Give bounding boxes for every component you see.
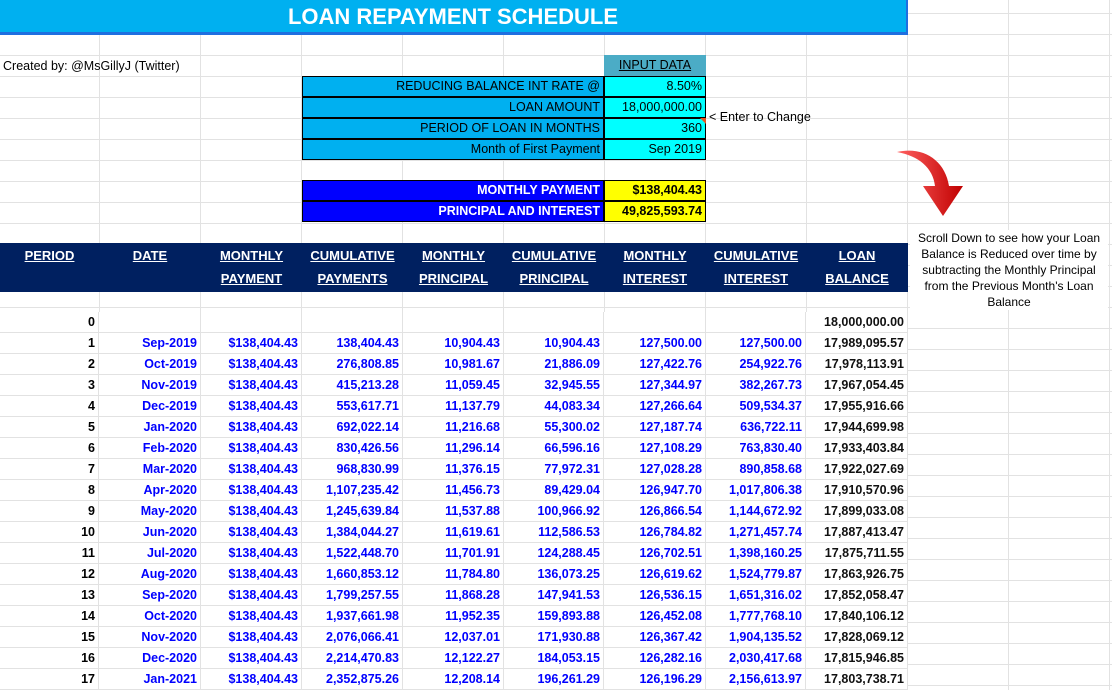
table-row xyxy=(0,333,908,354)
cell-col-9[interactable]: 17,978,113.91 xyxy=(806,354,908,375)
cell-col-8[interactable]: 254,922.76 xyxy=(706,354,806,375)
table-row xyxy=(0,312,908,333)
cell-col-8[interactable]: 2,156,613.97 xyxy=(706,669,806,690)
cell-col-5[interactable]: 11,059.45 xyxy=(403,375,504,396)
cell-col-3[interactable]: $138,404.43 xyxy=(201,354,302,375)
cell-col-7[interactable]: 126,947.70 xyxy=(604,480,706,501)
cell-col-6[interactable]: 171,930.88 xyxy=(504,627,604,648)
cell-col-1[interactable]: 1 xyxy=(0,333,99,354)
cell-col-6[interactable]: 147,941.53 xyxy=(504,585,604,606)
cell-col-2[interactable]: Sep-2019 xyxy=(99,333,201,354)
cell-col-6[interactable]: 136,073.25 xyxy=(504,564,604,585)
cell-col-5[interactable]: 11,784.80 xyxy=(403,564,504,585)
cell-col-4[interactable] xyxy=(302,312,403,333)
cell-col-4[interactable]: 2,352,875.26 xyxy=(302,669,403,690)
cell-col-8[interactable]: 1,904,135.52 xyxy=(706,627,806,648)
cell-col-1[interactable]: 17 xyxy=(0,669,99,690)
cell-col-4[interactable]: 138,404.43 xyxy=(302,333,403,354)
cell-col-7[interactable]: 126,282.16 xyxy=(604,648,706,669)
cell-col-6[interactable]: 124,288.45 xyxy=(504,543,604,564)
input-data-header: INPUT DATA xyxy=(604,55,706,76)
cell-col-4[interactable]: 1,522,448.70 xyxy=(302,543,403,564)
cell-col-9[interactable]: 17,967,054.45 xyxy=(806,375,908,396)
cell-col-3[interactable]: $138,404.43 xyxy=(201,543,302,564)
cell-col-7[interactable]: 126,619.62 xyxy=(604,564,706,585)
cell-col-9[interactable]: 17,828,069.12 xyxy=(806,627,908,648)
cell-col-6[interactable]: 77,972.31 xyxy=(504,459,604,480)
column-header-3-line-2: PAYMENT xyxy=(220,271,283,286)
cell-col-2[interactable]: Oct-2019 xyxy=(99,354,201,375)
cell-col-3[interactable]: $138,404.43 xyxy=(201,564,302,585)
cell-col-5[interactable]: 11,376.15 xyxy=(403,459,504,480)
cell-col-2[interactable]: Sep-2020 xyxy=(99,585,201,606)
cell-col-6[interactable]: 112,586.53 xyxy=(504,522,604,543)
cell-col-9[interactable]: 17,910,570.96 xyxy=(806,480,908,501)
cell-col-9[interactable]: 17,840,106.12 xyxy=(806,606,908,627)
cell-col-9[interactable]: 17,899,033.08 xyxy=(806,501,908,522)
cell-col-7[interactable] xyxy=(604,312,706,333)
cell-col-5[interactable]: 11,537.88 xyxy=(403,501,504,522)
cell-col-9[interactable]: 17,933,403.84 xyxy=(806,438,908,459)
cell-col-9[interactable]: 17,944,699.98 xyxy=(806,417,908,438)
red-arrow-down-icon xyxy=(893,146,969,218)
column-header-2-line-1: DATE xyxy=(132,248,168,263)
cell-col-7[interactable]: 127,500.00 xyxy=(604,333,706,354)
cell-col-5[interactable]: 11,868.28 xyxy=(403,585,504,606)
cell-col-8[interactable]: 1,777,768.10 xyxy=(706,606,806,627)
cell-col-1[interactable]: 11 xyxy=(0,543,99,564)
cell-col-4[interactable]: 1,245,639.84 xyxy=(302,501,403,522)
cell-col-8[interactable]: 763,830.40 xyxy=(706,438,806,459)
cell-col-3[interactable]: $138,404.43 xyxy=(201,585,302,606)
column-header-6-line-1: CUMULATIVE xyxy=(511,248,597,263)
cell-col-8[interactable]: 1,271,457.74 xyxy=(706,522,806,543)
table-row xyxy=(0,627,908,648)
cell-col-7[interactable]: 126,452.08 xyxy=(604,606,706,627)
cell-col-7[interactable]: 126,866.54 xyxy=(604,501,706,522)
cell-col-4[interactable]: 1,384,044.27 xyxy=(302,522,403,543)
cell-col-3[interactable]: $138,404.43 xyxy=(201,627,302,648)
cell-col-2[interactable]: Dec-2020 xyxy=(99,648,201,669)
cell-col-5[interactable]: 11,619.61 xyxy=(403,522,504,543)
cell-col-5[interactable]: 10,981.67 xyxy=(403,354,504,375)
schedule-header xyxy=(0,243,908,292)
cell-col-8[interactable]: 1,524,779.87 xyxy=(706,564,806,585)
cell-col-3[interactable]: $138,404.43 xyxy=(201,459,302,480)
cell-col-1[interactable]: 10 xyxy=(0,522,99,543)
cell-col-8[interactable]: 1,651,316.02 xyxy=(706,585,806,606)
table-row xyxy=(0,417,908,438)
cell-col-9[interactable]: 17,989,095.57 xyxy=(806,333,908,354)
cell-col-3[interactable]: $138,404.43 xyxy=(201,480,302,501)
interest-rate-label: REDUCING BALANCE INT RATE @ xyxy=(302,76,604,97)
cell-col-5[interactable]: 11,296.14 xyxy=(403,438,504,459)
cell-col-5[interactable]: 10,904.43 xyxy=(403,333,504,354)
table-row xyxy=(0,480,908,501)
cell-col-7[interactable]: 126,784.82 xyxy=(604,522,706,543)
cell-col-3[interactable]: $138,404.43 xyxy=(201,375,302,396)
scroll-down-note: Scroll Down to see how your Loan Balance is Reduced over time by subtracting the Monthly Principal from the Previous Month's Loan Balance xyxy=(910,230,1108,310)
cell-col-1[interactable]: 0 xyxy=(0,312,99,333)
cell-col-1[interactable]: 2 xyxy=(0,354,99,375)
cell-col-2[interactable]: Nov-2019 xyxy=(99,375,201,396)
cell-col-5[interactable]: 11,216.68 xyxy=(403,417,504,438)
column-header-8-line-1: CUMULATIVE xyxy=(713,248,799,263)
cell-col-2[interactable]: Apr-2020 xyxy=(99,480,201,501)
cell-col-3[interactable]: $138,404.43 xyxy=(201,669,302,690)
table-row xyxy=(0,354,908,375)
cell-col-7[interactable]: 127,344.97 xyxy=(604,375,706,396)
cell-col-6[interactable]: 21,886.09 xyxy=(504,354,604,375)
cell-col-8[interactable]: 890,858.68 xyxy=(706,459,806,480)
cell-col-9[interactable]: 17,955,916.66 xyxy=(806,396,908,417)
cell-col-2[interactable]: Mar-2020 xyxy=(99,459,201,480)
monthly-payment-value[interactable]: $138,404.43 xyxy=(604,180,706,201)
cell-col-8[interactable]: 1,144,672.92 xyxy=(706,501,806,522)
cell-col-1[interactable]: 4 xyxy=(0,396,99,417)
cell-col-2[interactable]: May-2020 xyxy=(99,501,201,522)
cell-col-9[interactable]: 17,863,926.75 xyxy=(806,564,908,585)
cell-col-5[interactable]: 12,122.27 xyxy=(403,648,504,669)
loan-period-label: PERIOD OF LOAN IN MONTHS xyxy=(302,118,604,139)
column-header-5-line-1: MONTHLY xyxy=(421,248,486,263)
column-header-1-line-1: PERIOD xyxy=(24,248,75,263)
monthly-payment-label: MONTHLY PAYMENT xyxy=(302,180,604,201)
column-header-4-line-2: PAYMENTS xyxy=(317,271,388,286)
table-row xyxy=(0,606,908,627)
cell-col-7[interactable]: 127,028.28 xyxy=(604,459,706,480)
cell-col-1[interactable]: 6 xyxy=(0,438,99,459)
cell-col-5[interactable]: 11,137.79 xyxy=(403,396,504,417)
cell-col-4[interactable]: 276,808.85 xyxy=(302,354,403,375)
cell-col-8[interactable]: 2,030,417.68 xyxy=(706,648,806,669)
cell-col-2[interactable]: Feb-2020 xyxy=(99,438,201,459)
table-row xyxy=(0,501,908,522)
table-row xyxy=(0,585,908,606)
cell-col-8[interactable]: 1,017,806.38 xyxy=(706,480,806,501)
cell-col-6[interactable]: 32,945.55 xyxy=(504,375,604,396)
cell-col-5[interactable]: 11,456.73 xyxy=(403,480,504,501)
cell-col-5[interactable]: 11,701.91 xyxy=(403,543,504,564)
cell-col-4[interactable]: 415,213.28 xyxy=(302,375,403,396)
column-header-8-line-2: INTEREST xyxy=(723,271,789,286)
cell-col-1[interactable]: 9 xyxy=(0,501,99,522)
cell-col-6[interactable]: 184,053.15 xyxy=(504,648,604,669)
cell-col-8[interactable]: 1,398,160.25 xyxy=(706,543,806,564)
cell-col-1[interactable]: 16 xyxy=(0,648,99,669)
cell-col-6[interactable]: 159,893.88 xyxy=(504,606,604,627)
cell-col-1[interactable]: 3 xyxy=(0,375,99,396)
total-pi-label: PRINCIPAL AND INTEREST xyxy=(302,201,604,222)
cell-col-7[interactable]: 126,367.42 xyxy=(604,627,706,648)
cell-col-8[interactable] xyxy=(706,312,806,333)
cell-col-3[interactable]: $138,404.43 xyxy=(201,648,302,669)
cell-col-4[interactable]: 968,830.99 xyxy=(302,459,403,480)
cell-col-5[interactable]: 12,208.14 xyxy=(403,669,504,690)
cell-col-7[interactable]: 126,702.51 xyxy=(604,543,706,564)
table-row xyxy=(0,459,908,480)
cell-col-4[interactable]: 2,076,066.41 xyxy=(302,627,403,648)
total-pi-value[interactable]: 49,825,593.74 xyxy=(604,201,706,222)
column-header-6-line-2: PRINCIPAL xyxy=(519,271,589,286)
cell-col-7[interactable]: 126,536.15 xyxy=(604,585,706,606)
cell-col-7[interactable]: 126,196.29 xyxy=(604,669,706,690)
cell-col-8[interactable]: 127,500.00 xyxy=(706,333,806,354)
cell-col-8[interactable]: 382,267.73 xyxy=(706,375,806,396)
cell-col-4[interactable]: 553,617.71 xyxy=(302,396,403,417)
first-payment-input[interactable]: Sep 2019 xyxy=(604,139,706,160)
table-row xyxy=(0,375,908,396)
cell-col-6[interactable]: 89,429.04 xyxy=(504,480,604,501)
cell-col-1[interactable]: 13 xyxy=(0,585,99,606)
cell-col-9[interactable]: 17,875,711.55 xyxy=(806,543,908,564)
column-header-4-line-1: CUMULATIVE xyxy=(310,248,395,263)
cell-col-6[interactable]: 44,083.34 xyxy=(504,396,604,417)
cell-col-4[interactable]: 1,937,661.98 xyxy=(302,606,403,627)
cell-col-6[interactable]: 196,261.29 xyxy=(504,669,604,690)
enter-to-change-note: < Enter to Change xyxy=(709,110,811,124)
cell-col-6[interactable]: 55,300.02 xyxy=(504,417,604,438)
interest-rate-input[interactable]: 8.50% xyxy=(604,76,706,97)
cell-col-3[interactable]: $138,404.43 xyxy=(201,606,302,627)
cell-col-3[interactable]: $138,404.43 xyxy=(201,501,302,522)
table-row xyxy=(0,438,908,459)
cell-col-2[interactable]: Dec-2019 xyxy=(99,396,201,417)
cell-col-7[interactable]: 127,422.76 xyxy=(604,354,706,375)
cell-col-8[interactable]: 636,722.11 xyxy=(706,417,806,438)
comment-indicator-icon[interactable] xyxy=(700,118,706,124)
cell-col-9[interactable]: 17,887,413.47 xyxy=(806,522,908,543)
cell-col-9[interactable]: 17,922,027.69 xyxy=(806,459,908,480)
loan-amount-input[interactable]: 18,000,000.00 xyxy=(604,97,706,118)
table-row xyxy=(0,564,908,585)
cell-col-2[interactable]: Aug-2020 xyxy=(99,564,201,585)
cell-col-4[interactable]: 1,799,257.55 xyxy=(302,585,403,606)
cell-col-5[interactable] xyxy=(403,312,504,333)
cell-col-2[interactable]: Nov-2020 xyxy=(99,627,201,648)
cell-col-6[interactable]: 10,904.43 xyxy=(504,333,604,354)
cell-col-3[interactable] xyxy=(201,312,302,333)
cell-col-2[interactable]: Jan-2021 xyxy=(99,669,201,690)
cell-col-3[interactable]: $138,404.43 xyxy=(201,522,302,543)
cell-col-7[interactable]: 127,266.64 xyxy=(604,396,706,417)
cell-col-6[interactable]: 100,966.92 xyxy=(504,501,604,522)
cell-col-4[interactable]: 830,426.56 xyxy=(302,438,403,459)
cell-col-1[interactable]: 14 xyxy=(0,606,99,627)
table-row xyxy=(0,543,908,564)
cell-col-9[interactable]: 17,803,738.71 xyxy=(806,669,908,690)
cell-col-2[interactable]: Oct-2020 xyxy=(99,606,201,627)
cell-col-4[interactable]: 692,022.14 xyxy=(302,417,403,438)
table-row xyxy=(0,648,908,669)
column-header-5-line-2: PRINCIPAL xyxy=(418,271,489,286)
table-row xyxy=(0,396,908,417)
sheet-title: LOAN REPAYMENT SCHEDULE xyxy=(0,0,908,35)
cell-col-9[interactable]: 17,852,058.47 xyxy=(806,585,908,606)
column-header-3-line-1: MONTHLY xyxy=(219,248,284,263)
column-header-7-line-2: INTEREST xyxy=(622,271,688,286)
cell-col-2[interactable]: Jul-2020 xyxy=(99,543,201,564)
cell-col-4[interactable]: 1,660,853.12 xyxy=(302,564,403,585)
cell-col-7[interactable]: 127,108.29 xyxy=(604,438,706,459)
cell-col-7[interactable]: 127,187.74 xyxy=(604,417,706,438)
loan-period-input[interactable]: 360 xyxy=(604,118,706,139)
cell-col-5[interactable]: 12,037.01 xyxy=(403,627,504,648)
cell-col-3[interactable]: $138,404.43 xyxy=(201,438,302,459)
cell-col-4[interactable]: 2,214,470.83 xyxy=(302,648,403,669)
cell-col-2[interactable]: Jan-2020 xyxy=(99,417,201,438)
loan-amount-label: LOAN AMOUNT xyxy=(302,97,604,118)
credit-text: Created by: @MsGillyJ (Twitter) xyxy=(3,59,180,73)
cell-col-1[interactable]: 12 xyxy=(0,564,99,585)
cell-col-4[interactable]: 1,107,235.42 xyxy=(302,480,403,501)
column-header-9-line-1: LOAN xyxy=(838,248,876,263)
cell-col-6[interactable] xyxy=(504,312,604,333)
cell-col-1[interactable]: 5 xyxy=(0,417,99,438)
cell-col-1[interactable]: 8 xyxy=(0,480,99,501)
cell-col-5[interactable]: 11,952.35 xyxy=(403,606,504,627)
cell-col-3[interactable]: $138,404.43 xyxy=(201,333,302,354)
column-header-7-line-1: MONTHLY xyxy=(623,248,687,263)
column-header-9-line-2: BALANCE xyxy=(825,271,889,286)
cell-col-2[interactable]: Jun-2020 xyxy=(99,522,201,543)
cell-col-1[interactable]: 15 xyxy=(0,627,99,648)
cell-col-3[interactable]: $138,404.43 xyxy=(201,417,302,438)
cell-col-3[interactable]: $138,404.43 xyxy=(201,396,302,417)
cell-col-9[interactable]: 18,000,000.00 xyxy=(806,312,908,333)
first-payment-label: Month of First Payment xyxy=(302,139,604,160)
cell-col-8[interactable]: 509,534.37 xyxy=(706,396,806,417)
table-row xyxy=(0,522,908,543)
cell-col-2[interactable] xyxy=(99,312,201,333)
cell-col-9[interactable]: 17,815,946.85 xyxy=(806,648,908,669)
cell-col-6[interactable]: 66,596.16 xyxy=(504,438,604,459)
cell-col-1[interactable]: 7 xyxy=(0,459,99,480)
